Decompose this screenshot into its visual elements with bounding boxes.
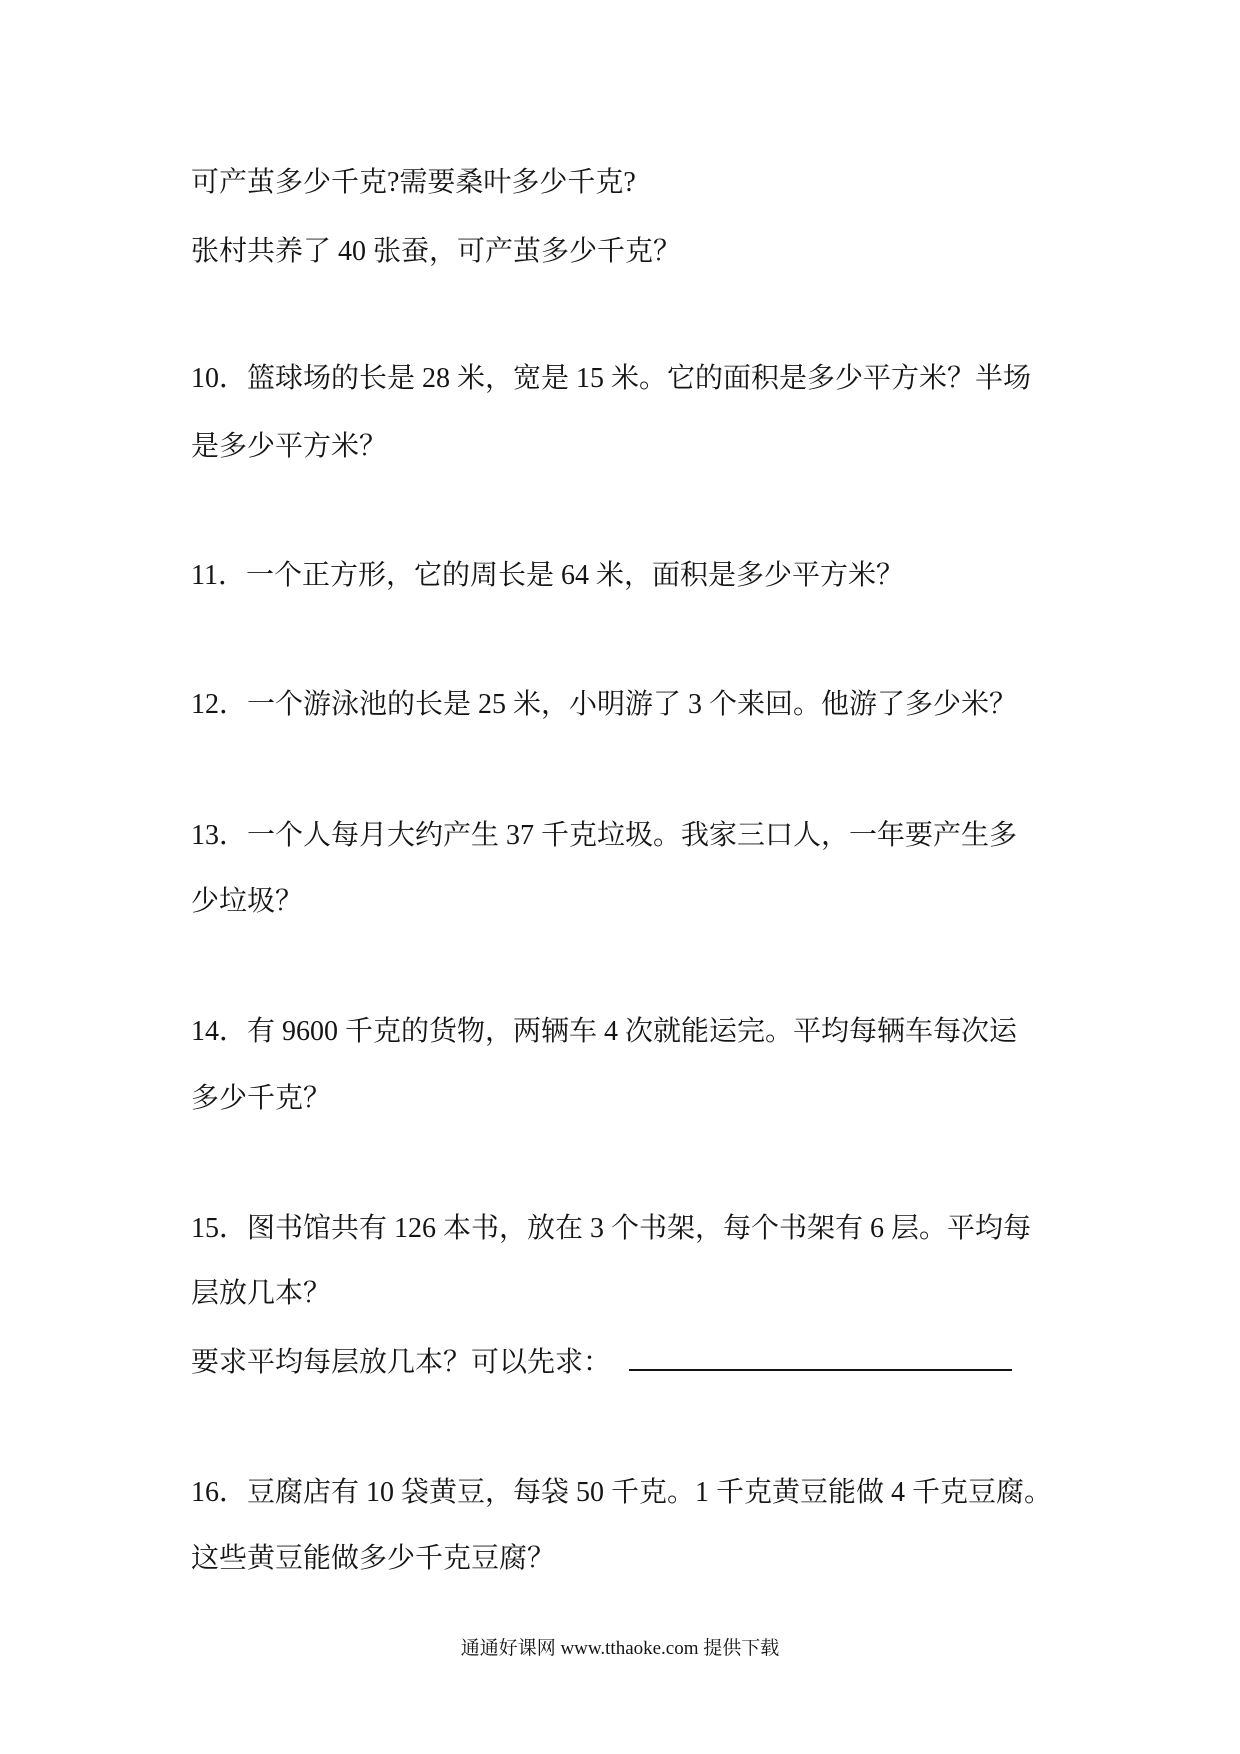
problem-13-line-2: 少垃圾？: [191, 886, 304, 917]
answer-blank: [629, 1343, 1012, 1371]
problem-11-line-1: 11．一个正方形，它的周长是 64 米，面积是多少平方米？: [191, 560, 904, 591]
problem-15-line-1: 15．图书馆共有 126 本书，放在 3 个书架，每个书架有 6 层。平均每: [191, 1213, 1032, 1244]
problem-9-line-1: 可产茧多少千克?需要桑叶多少千克?: [191, 167, 636, 198]
problem-16-line-1: 16．豆腐店有 10 袋黄豆，每袋 50 千克。1 千克黄豆能做 4 千克豆腐。: [191, 1477, 1053, 1508]
problem-16-line-2: 这些黄豆能做多少千克豆腐？: [191, 1543, 556, 1574]
problem-14-line-2: 多少千克？: [191, 1083, 332, 1114]
problem-14-line-1: 14．有 9600 千克的货物，两辆车 4 次就能运完。平均每辆车每次运: [191, 1016, 1018, 1047]
problem-15-hint-text: 要求平均每层放几本？可以先求：: [191, 1347, 612, 1378]
problem-15-line-2: 层放几本？: [191, 1278, 332, 1309]
problem-12-line-1: 12．一个游泳池的长是 25 米，小明游了 3 个来回。他游了多少米？: [191, 689, 1018, 720]
problem-10-line-1: 10．篮球场的长是 28 米，宽是 15 米。它的面积是多少平方米？半场: [191, 363, 1032, 394]
problem-9-line-2: 张村共养了 40 张蚕，可产茧多少千克？: [191, 236, 682, 267]
problem-13-line-1: 13．一个人每月大约产生 37 千克垃圾。我家三口人，一年要产生多: [191, 820, 1018, 851]
problem-10-line-2: 是多少平方米？: [191, 431, 388, 462]
footer-credit: 通通好课网 www.tthaoke.com 提供下载: [460, 1638, 780, 1659]
problem-15-hint-line: [191, 1343, 1012, 1379]
